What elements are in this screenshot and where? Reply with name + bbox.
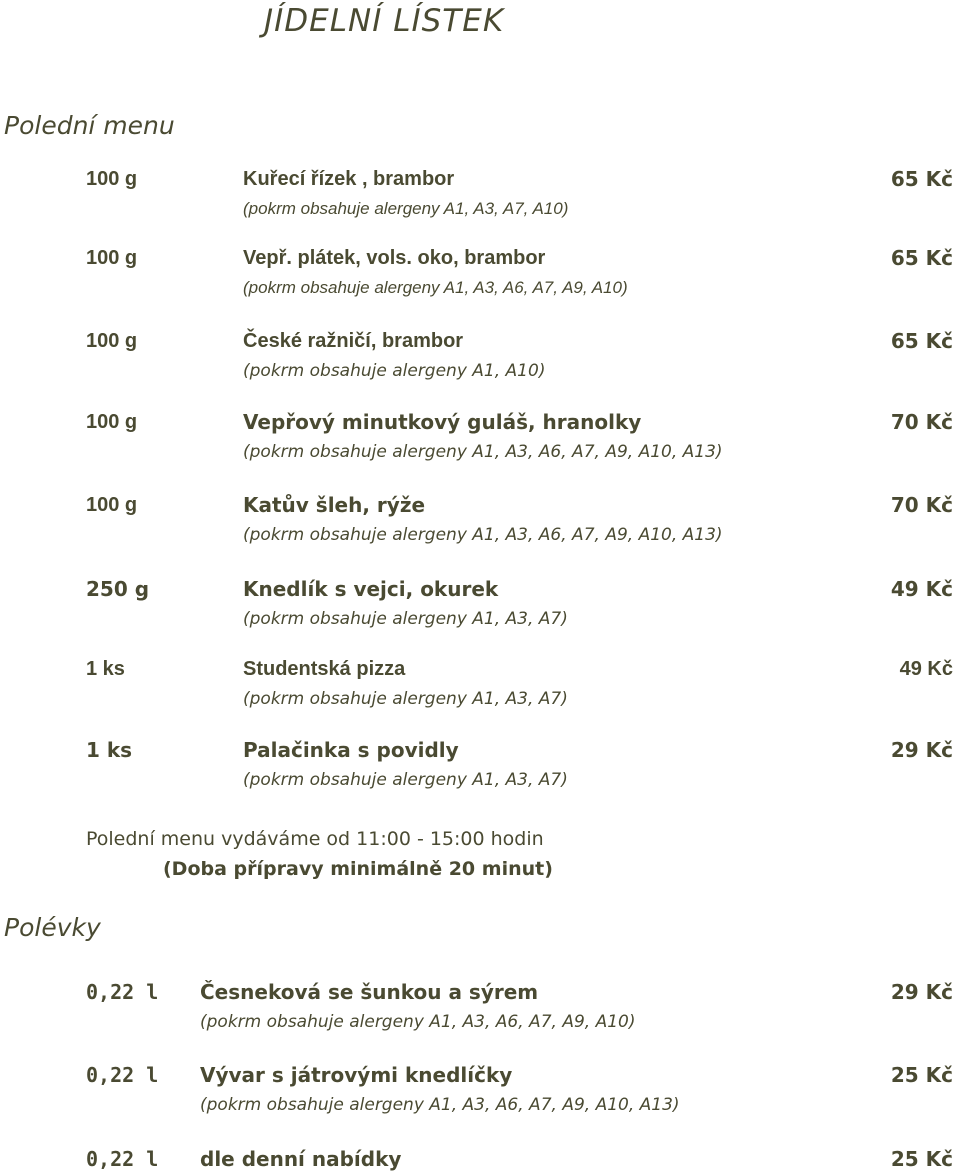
lunch-item-price: 29 Kč [890, 738, 953, 762]
soup-item-qty: 0,22 l [86, 1147, 159, 1171]
soup-item-name: Česneková se šunkou a sýrem [200, 980, 539, 1004]
soup-item-allergens: (pokrm obsahuje alergeny A1, A3, A6, A7, A9, A10) [200, 1012, 636, 1032]
lunch-hours-note: Polední menu vydáváme od 11:00 - 15:00 hodin [86, 828, 544, 850]
soup-item-name: Vývar s játrovými knedlíčky [200, 1063, 513, 1087]
soup-item-price: 25 Kč [890, 1063, 953, 1087]
lunch-item-price: 65 Kč [890, 246, 953, 270]
lunch-item-qty: 1 ks [86, 738, 133, 762]
lunch-item-allergens: (pokrm obsahuje alergeny A1, A3, A7, A10) [243, 199, 569, 218]
lunch-item-price: 49 Kč [899, 658, 953, 680]
lunch-item-allergens: (pokrm obsahuje alergeny A1, A3, A6, A7, A9, A10) [243, 278, 628, 297]
soup-item-qty: 0,22 l [86, 980, 159, 1004]
lunch-item-price: 70 Kč [890, 493, 953, 517]
lunch-item-name: České ražničí, brambor [243, 330, 464, 352]
lunch-item-qty: 100 g [86, 411, 138, 433]
lunch-item-qty: 100 g [86, 247, 138, 269]
lunch-item-name: Vepřový minutkový guláš, hranolky [243, 410, 642, 434]
soup-item-allergens: (pokrm obsahuje alergeny A1, A3, A6, A7, A9, A10, A13) [200, 1095, 680, 1115]
lunch-item-allergens: (pokrm obsahuje alergeny A1, A10) [243, 361, 546, 381]
lunch-item-name: Knedlík s vejci, okurek [243, 577, 499, 601]
soup-item-name: dle denní nabídky [200, 1147, 402, 1171]
lunch-item-qty: 250 g [86, 577, 150, 601]
lunch-item-name: Katův šleh, rýže [243, 493, 426, 517]
page-title: JÍDELNÍ LÍSTEK [264, 3, 505, 39]
soups-section-heading: Polévky [4, 913, 101, 942]
soup-item-qty: 0,22 l [86, 1063, 159, 1087]
lunch-section-heading: Polední menu [4, 111, 175, 140]
lunch-item-price: 49 Kč [890, 577, 953, 601]
lunch-item-allergens: (pokrm obsahuje alergeny A1, A3, A6, A7, A9, A10, A13) [243, 525, 723, 545]
lunch-item-name: Palačinka s povidly [243, 738, 459, 762]
lunch-item-qty: 1 ks [86, 658, 125, 680]
lunch-item-name: Kuřecí řízek , brambor [243, 168, 455, 190]
lunch-item-allergens: (pokrm obsahuje alergeny A1, A3, A7) [243, 609, 568, 629]
soup-item-price: 25 Kč [890, 1147, 953, 1171]
lunch-item-qty: 100 g [86, 168, 138, 190]
soup-item-price: 29 Kč [890, 980, 953, 1004]
lunch-item-qty: 100 g [86, 330, 138, 352]
prep-time-note: (Doba přípravy minimálně 20 minut) [163, 858, 553, 880]
lunch-item-allergens: (pokrm obsahuje alergeny A1, A3, A7) [243, 689, 568, 709]
lunch-item-allergens: (pokrm obsahuje alergeny A1, A3, A7) [243, 770, 568, 790]
lunch-item-price: 65 Kč [890, 329, 953, 353]
lunch-item-price: 65 Kč [890, 167, 953, 191]
lunch-item-name: Studentská pizza [243, 658, 406, 680]
lunch-item-allergens: (pokrm obsahuje alergeny A1, A3, A6, A7, A9, A10, A13) [243, 442, 723, 462]
lunch-item-price: 70 Kč [890, 410, 953, 434]
lunch-item-name: Vepř. plátek, vols. oko, brambor [243, 247, 546, 269]
lunch-item-qty: 100 g [86, 494, 138, 516]
